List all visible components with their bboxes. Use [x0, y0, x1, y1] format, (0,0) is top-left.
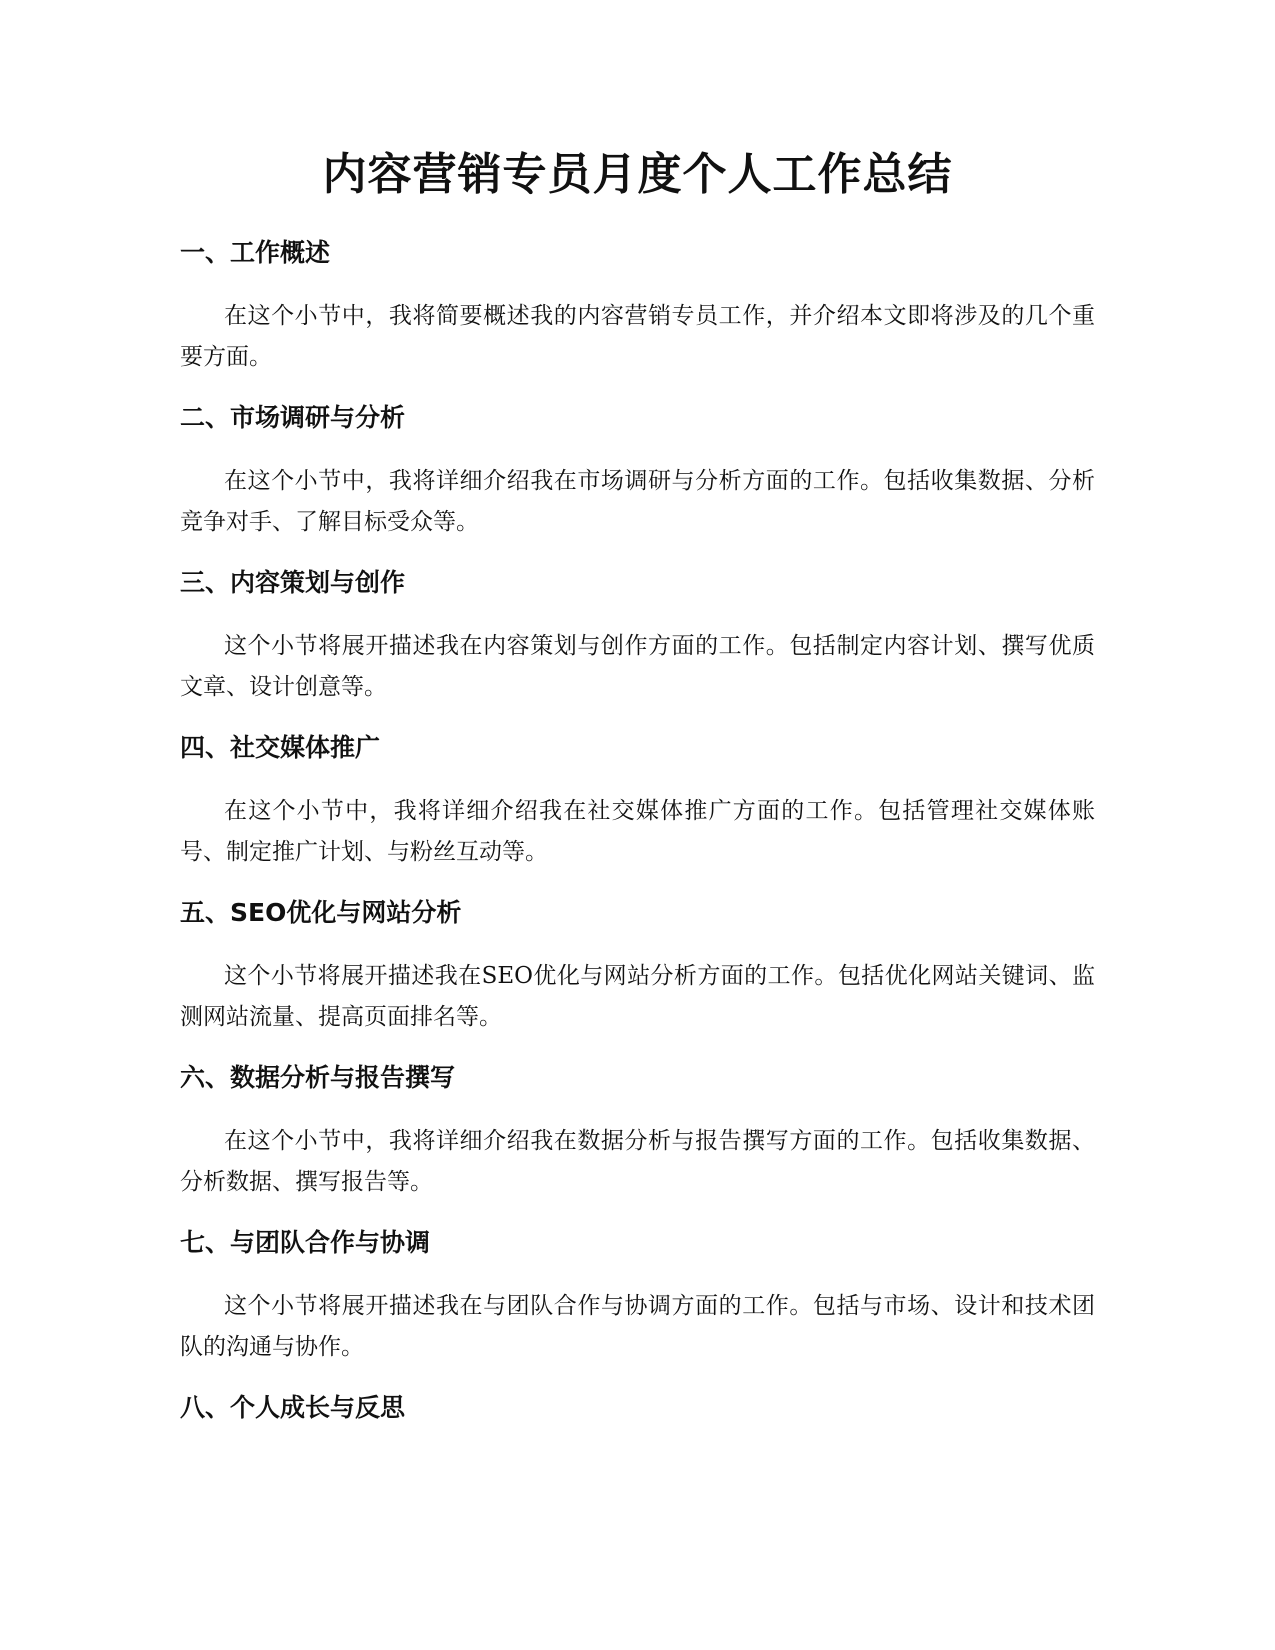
document-title: 内容营销专员月度个人工作总结 — [322, 149, 953, 200]
section-heading: 六、数据分析与报告撰写 — [180, 1063, 456, 1092]
section-social-media — [180, 731, 1095, 873]
section-market-research — [180, 401, 1095, 543]
section-body: 在这个小节中，我将详细介绍我在社交媒体推广方面的工作。包括管理社交媒体账号、制定推广计划、与粉丝互动等。 — [180, 798, 1095, 865]
section-body: 这个小节将展开描述我在与团队合作与协调方面的工作。包括与市场、设计和技术团队的沟通与协作。 — [180, 1293, 1095, 1360]
section-body: 这个小节将展开描述我在内容策划与创作方面的工作。包括制定内容计划、撰写优质文章、设计创意等。 — [180, 633, 1095, 700]
section-heading: 五、SEO优化与网站分析 — [180, 898, 462, 927]
section-teamwork — [180, 1226, 1095, 1368]
section-body: 在这个小节中，我将简要概述我的内容营销专员工作，并介绍本文即将涉及的几个重要方面。 — [180, 303, 1095, 370]
section-seo — [180, 896, 1095, 1038]
section-data-analysis — [180, 1061, 1095, 1203]
section-content-planning — [180, 566, 1095, 708]
section-heading: 三、内容策划与创作 — [180, 568, 406, 597]
section-heading: 四、社交媒体推广 — [180, 733, 381, 762]
section-heading: 二、市场调研与分析 — [180, 403, 406, 432]
section-overview — [180, 236, 1095, 378]
section-heading: 七、与团队合作与协调 — [180, 1228, 431, 1257]
section-personal-growth — [180, 1391, 1095, 1425]
section-heading: 八、个人成长与反思 — [180, 1393, 406, 1422]
section-heading: 一、工作概述 — [180, 238, 331, 267]
document-page — [180, 0, 1095, 1650]
section-body: 在这个小节中，我将详细介绍我在数据分析与报告撰写方面的工作。包括收集数据、分析数据、撰写报告等。 — [180, 1128, 1095, 1195]
section-body: 在这个小节中，我将详细介绍我在市场调研与分析方面的工作。包括收集数据、分析竞争对手、了解目标受众等。 — [180, 468, 1095, 535]
section-body: 这个小节将展开描述我在SEO优化与网站分析方面的工作。包括优化网站关键词、监测网站流量、提高页面排名等。 — [180, 963, 1095, 1030]
